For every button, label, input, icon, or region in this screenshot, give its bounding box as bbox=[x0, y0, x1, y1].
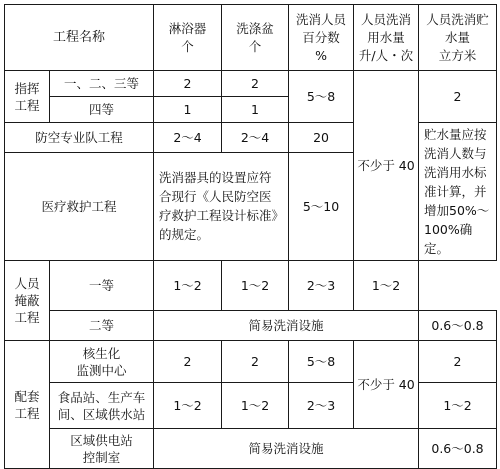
medical-percent: 5～10 bbox=[289, 152, 354, 260]
support-nbc-basin: 2 bbox=[222, 341, 289, 383]
group-command: 指挥 工程 bbox=[5, 71, 50, 123]
water-per-person-lower: 不少于 40 bbox=[354, 341, 419, 429]
shelter-grade-1: 一等 bbox=[50, 261, 154, 311]
header-water-storage: 人员洗消贮 水量 立方米 bbox=[419, 5, 497, 71]
table-row bbox=[5, 341, 497, 383]
support-power-storage: 0.6～0.8 bbox=[419, 429, 497, 469]
support-nbc-storage: 2 bbox=[419, 341, 497, 383]
support-nbc-monitoring: 核生化 监测中心 bbox=[50, 341, 154, 383]
table-row bbox=[5, 429, 497, 469]
group-support: 配套 工程 bbox=[5, 341, 50, 469]
decontamination-table bbox=[4, 4, 497, 469]
support-power-simple: 简易洗消设施 bbox=[154, 429, 419, 469]
air-defense-basin: 2～4 bbox=[222, 123, 289, 153]
header-percent: 洗消人员 百分数 % bbox=[289, 5, 354, 71]
air-defense-percent: 20 bbox=[289, 123, 354, 153]
command-storage: 2 bbox=[419, 71, 497, 123]
shelter-grade-1-basin: 1～2 bbox=[222, 261, 289, 311]
command-grade-1-3-basin: 2 bbox=[222, 71, 289, 97]
support-nbc-percent: 5～8 bbox=[289, 341, 354, 383]
group-shelter: 人员 掩蔽 工程 bbox=[5, 261, 50, 341]
shelter-grade-1-percent: 2～3 bbox=[289, 261, 354, 311]
shelter-grade-2: 二等 bbox=[50, 311, 154, 341]
header-basin: 洗涤盆 个 bbox=[222, 5, 289, 71]
command-grade-1-3: 一、二、三等 bbox=[50, 71, 154, 97]
support-nbc-shower: 2 bbox=[154, 341, 222, 383]
medical-storage-note: 贮水量应按洗消人数与洗消用水标准计算，并增加50%～100%确定。 bbox=[419, 123, 497, 261]
support-food-shower: 1～2 bbox=[154, 383, 222, 429]
command-grade-4-basin: 1 bbox=[222, 97, 289, 123]
header-water-per-person: 人员洗消 用水量 升/人・次 bbox=[354, 5, 419, 71]
header-row bbox=[5, 5, 497, 71]
support-power-station: 区域供电站 控制室 bbox=[50, 429, 154, 469]
air-defense-name: 防空专业队工程 bbox=[5, 123, 154, 153]
medical-note: 洗消器具的设置应符合现行《人民防空医疗救护工程设计标准》的规定。 bbox=[154, 152, 289, 260]
command-grade-4: 四等 bbox=[50, 97, 154, 123]
air-defense-shower: 2～4 bbox=[154, 123, 222, 153]
support-food-basin: 1～2 bbox=[222, 383, 289, 429]
support-food-percent: 2～3 bbox=[289, 383, 354, 429]
support-food-station: 食品站、生产车 间、区域供水站 bbox=[50, 383, 154, 429]
support-food-storage: 1～2 bbox=[419, 383, 497, 429]
header-project-name: 工程名称 bbox=[5, 5, 154, 71]
command-grade-1-3-shower: 2 bbox=[154, 71, 222, 97]
shelter-grade-1-shower: 1～2 bbox=[154, 261, 222, 311]
medical-name: 医疗救护工程 bbox=[5, 152, 154, 260]
shelter-grade-1-storage: 1～2 bbox=[354, 261, 419, 311]
shelter-grade-2-simple: 简易洗消设施 bbox=[154, 311, 419, 341]
table-row bbox=[5, 71, 497, 97]
table-row bbox=[5, 261, 497, 311]
header-shower: 淋浴器 个 bbox=[154, 5, 222, 71]
shelter-grade-2-storage: 0.6～0.8 bbox=[419, 311, 497, 341]
table-row bbox=[5, 311, 497, 341]
table-row bbox=[5, 383, 497, 429]
command-percent: 5～8 bbox=[289, 71, 354, 123]
table-row bbox=[5, 123, 497, 153]
water-per-person-upper: 不少于 40 bbox=[354, 71, 419, 261]
command-grade-4-shower: 1 bbox=[154, 97, 222, 123]
